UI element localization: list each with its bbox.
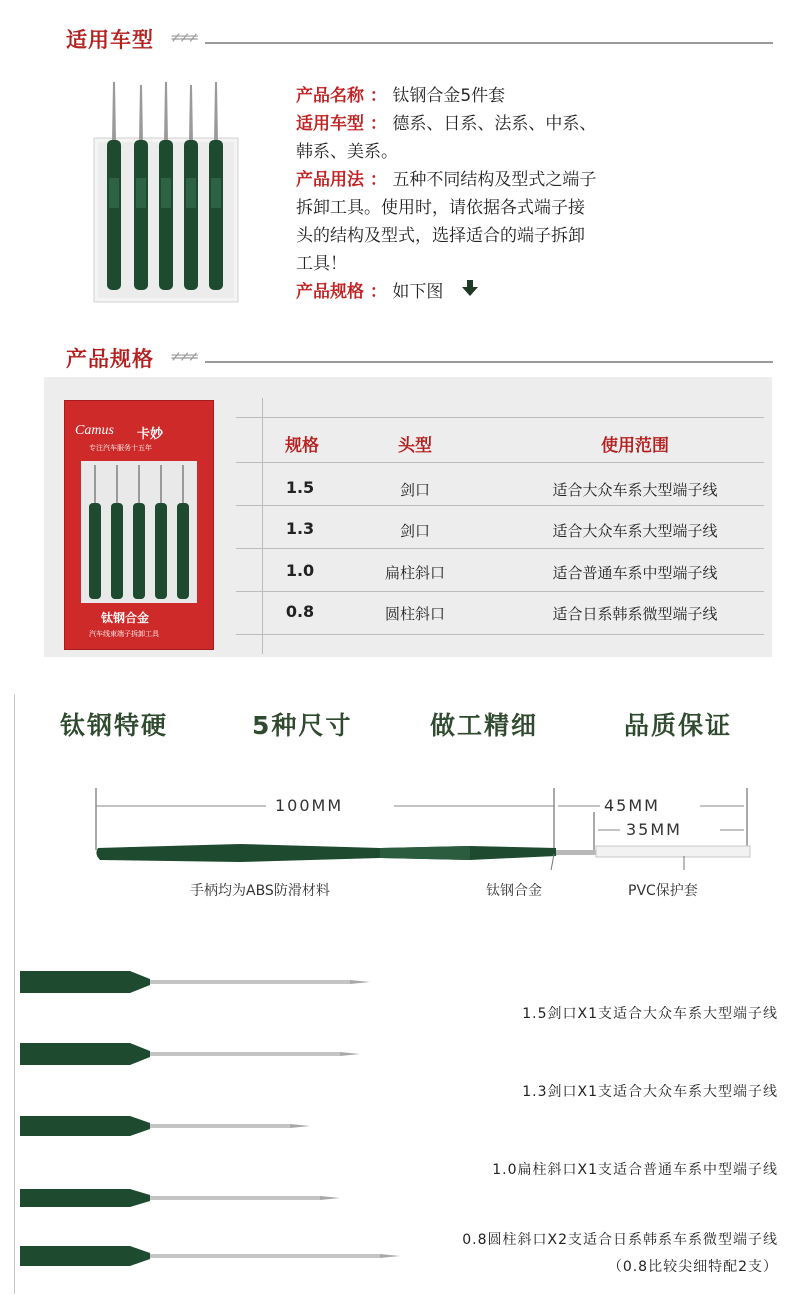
box-window (81, 461, 197, 603)
tool-label-2: 1.3剑口X1支适合大众车系大型端子线 (522, 1084, 778, 1100)
tool-icon (184, 85, 198, 290)
cell-head-type: 剑口 (399, 481, 430, 499)
slogan-quality: 品质保证 (624, 711, 733, 740)
cell-head-type: 圆柱斜口 (384, 605, 445, 623)
header-spec: 规格 (285, 436, 319, 456)
section-divider (205, 361, 773, 363)
section-left-rule (14, 694, 15, 1294)
info-line: 头的结构及型式，选择适合的端子拆卸 (296, 226, 585, 246)
cell-usage: 适合普通车系中型端子线 (552, 564, 718, 582)
arrow-down-icon (461, 278, 479, 306)
slogan-craft: 做工精细 (430, 711, 539, 740)
section-divider (205, 42, 773, 44)
section-title-specs: 产品规格 (66, 347, 154, 371)
tool-icon (209, 82, 223, 290)
cell-spec: 1.5 (285, 478, 315, 497)
tool-closeup (20, 1116, 310, 1136)
caption-handle: 手柄均为ABS防滑材料 (190, 883, 330, 899)
cell-spec: 0.8 (285, 602, 315, 621)
product-box (64, 400, 214, 650)
cell-head-type: 剑口 (399, 522, 430, 540)
product-photo (92, 78, 240, 304)
cell-usage: 适合日系韩系微型端子线 (552, 605, 718, 623)
tool-closeup (20, 1043, 360, 1065)
dim-tip-length: 45MM (604, 796, 660, 815)
row-divider (236, 591, 764, 592)
row-divider (236, 548, 764, 549)
info-line: 产品规格 ： 如下图 (296, 278, 766, 306)
caption-shaft: 钛钢合金 (486, 883, 542, 899)
tool-icon (89, 465, 101, 599)
info-line: 拆卸工具。使用时，请依据各式端子接 (296, 198, 585, 218)
box-subtitle: 汽车线束端子拆卸工具 (89, 630, 159, 638)
tool-icon (159, 82, 173, 290)
title-decoration: ≠≠≠ (170, 349, 197, 365)
box-brand: Camus (75, 423, 114, 438)
tool-label-1: 1.5剑口X1支适合大众车系大型端子线 (522, 1006, 778, 1022)
info-line: 产品名称 ： 钛钢合金5件套 (296, 86, 506, 106)
cell-usage: 适合大众车系大型端子线 (552, 481, 718, 499)
dim-handle-length: 100MM (275, 796, 344, 815)
tool-closeup (20, 1189, 340, 1207)
row-divider (236, 505, 764, 506)
info-line: 工具！ (296, 254, 347, 274)
header-head-type: 头型 (398, 436, 432, 456)
product-info (296, 82, 766, 306)
table-bottom-line (236, 634, 764, 635)
info-line: 产品用法 ： 五种不同结构及型式之端子 (296, 170, 597, 190)
tool-icon (107, 82, 121, 290)
tool-icon (177, 465, 189, 599)
cell-spec: 1.0 (285, 561, 315, 580)
dim-sleeve-length: 35MM (626, 820, 682, 839)
info-line: 韩系、美系。 (296, 142, 398, 162)
tool-closeups (20, 960, 420, 1290)
tool-label-4: 0.8圆柱斜口X2支适合日系韩系车系微型端子线 (462, 1232, 778, 1248)
slogan-sizes: 5种尺寸 (252, 711, 353, 740)
tool-icon (133, 465, 145, 599)
tool-icon (134, 85, 148, 290)
caption-sleeve: PVC保护套 (628, 883, 698, 899)
row-divider (236, 462, 764, 463)
tool-icon (111, 465, 123, 599)
slogan-hard: 钛钢特硬 (60, 711, 169, 740)
box-brand-cn: 卡妙 (137, 427, 164, 442)
table-top-line (236, 417, 764, 418)
tool-closeup (20, 1246, 400, 1266)
box-product-name: 钛钢合金 (101, 611, 150, 625)
tool-note: （0.8比较尖细特配2支） (607, 1259, 778, 1275)
cell-head-type: 扁柱斜口 (384, 564, 445, 582)
tool-label-3: 1.0扁柱斜口X1支适合普通车系中型端子线 (492, 1162, 778, 1178)
section-title-applicable: 适用车型 (66, 28, 154, 52)
header-usage: 使用范围 (601, 436, 669, 456)
title-decoration: ≠≠≠ (170, 30, 197, 46)
cell-spec: 1.3 (285, 519, 315, 538)
box-tagline: 专注汽车服务十五年 (89, 444, 152, 452)
info-line: 适用车型 ： 德系、日系、法系、中系、 (296, 114, 597, 134)
tool-closeup (20, 971, 370, 993)
cell-usage: 适合大众车系大型端子线 (552, 522, 718, 540)
tool-icon (155, 465, 167, 599)
